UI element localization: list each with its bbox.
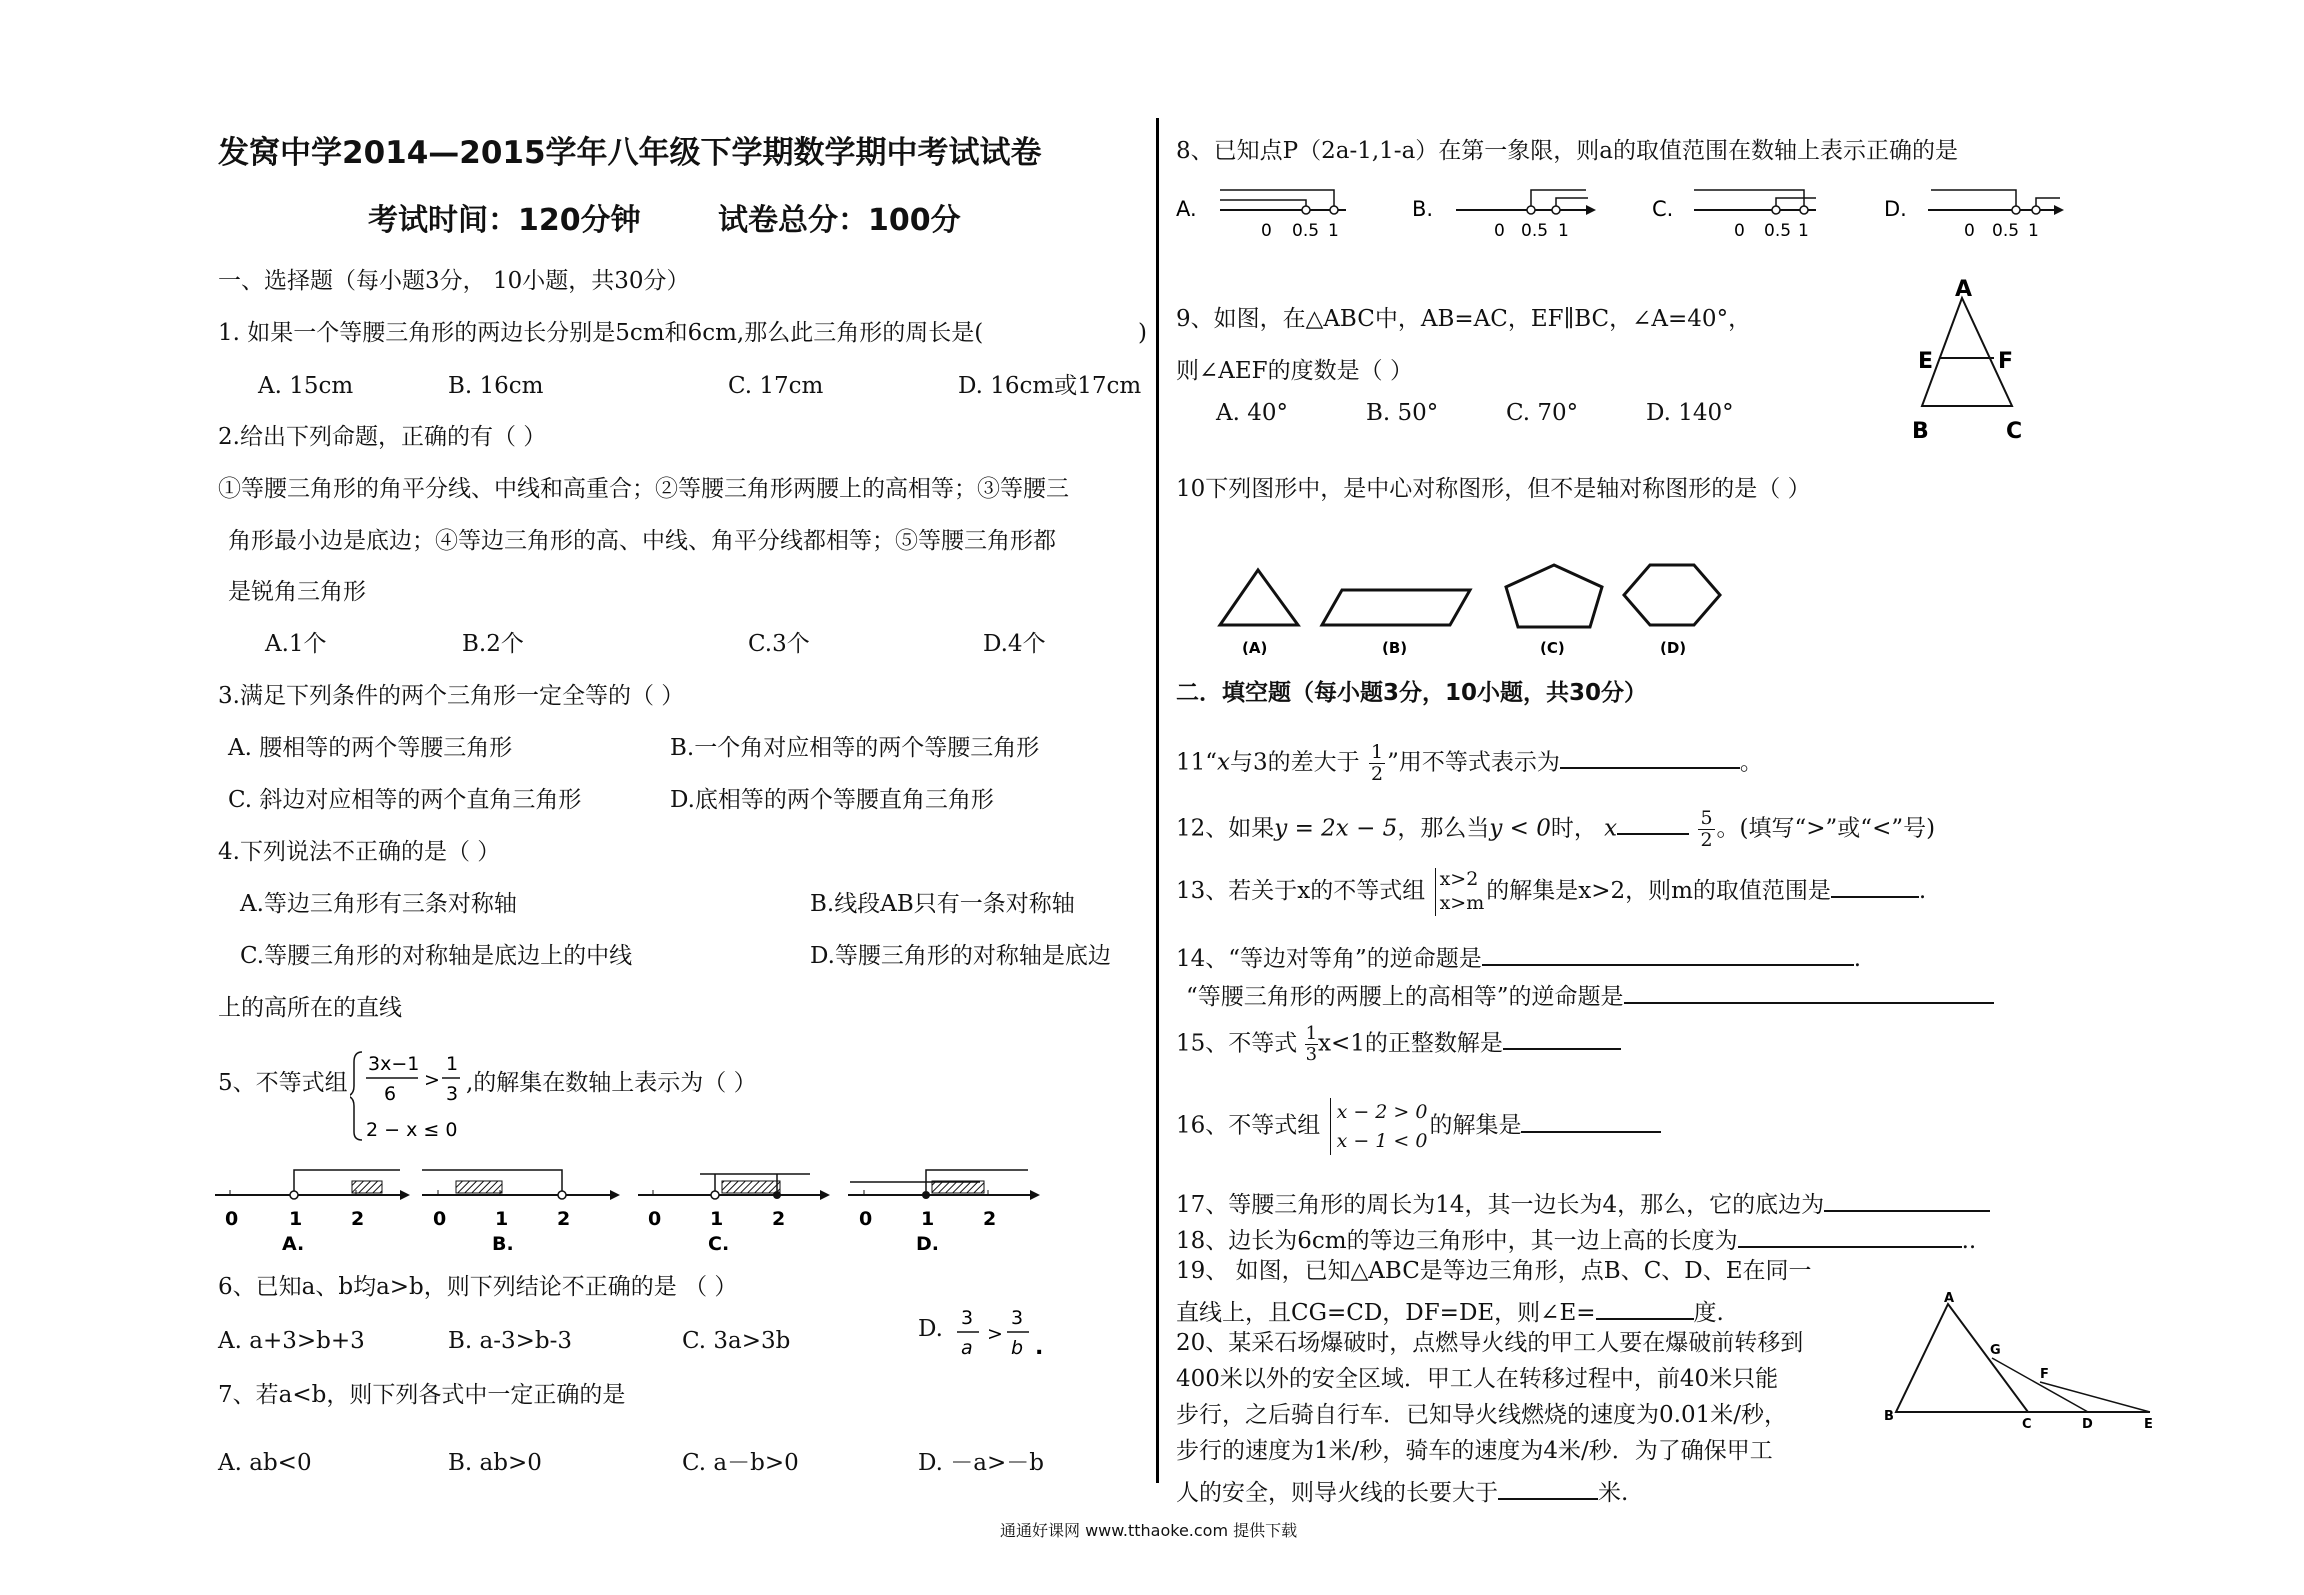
q9-option-c: C. 70° <box>1506 400 1579 426</box>
q5-ineq2: 2 − x ≤ 0 <box>366 1119 458 1141</box>
q5-d-tick-1: 1 <box>921 1208 935 1230</box>
q5-gt: > <box>424 1069 440 1091</box>
q5-line-d <box>848 1170 1040 1255</box>
svg-text:D: D <box>2082 1417 2093 1430</box>
q1-option-b: B. 16cm <box>448 373 544 399</box>
q2-option-c: C.3个 <box>748 631 810 657</box>
svg-text:a: a <box>961 1337 973 1359</box>
q2-line-1: ①等腰三角形的角平分线、中线和高重合；②等腰三角形两腰上的高相等；③等腰三 <box>218 476 1069 502</box>
svg-text:E: E <box>2144 1417 2153 1430</box>
svg-text:>: > <box>987 1323 1003 1345</box>
q19-line-2: 直线上，且CG=CD，DF=DE，则∠E= 度. <box>1176 1296 1724 1325</box>
q5-rhs-den: 3 <box>446 1083 459 1105</box>
q2-option-a: A.1个 <box>265 631 327 657</box>
svg-text:.: . <box>1035 1335 1044 1360</box>
q4-stem: 4.下列说法不正确的是（ ） <box>218 839 501 865</box>
q5-rhs-num: 1 <box>446 1053 459 1075</box>
svg-text:B.: B. <box>1412 197 1434 221</box>
q2-option-d: D.4个 <box>983 631 1046 657</box>
q8-stem: 8、已知点P（2a-1,1-a）在第一象限，则a的取值范围在数轴上表示正确的是 <box>1176 138 1958 164</box>
q10-shape-triangle <box>1220 570 1298 625</box>
q8-number-lines <box>1176 180 2076 250</box>
svg-text:0: 0 <box>1734 221 1745 241</box>
q10-shape-parallelogram <box>1322 590 1470 625</box>
q5-a-tick-1: 1 <box>289 1208 303 1230</box>
q6-option-a: A. a+3>b+3 <box>218 1328 365 1354</box>
svg-text:0: 0 <box>1494 221 1505 241</box>
q5-a-label: A. <box>282 1233 305 1255</box>
q8-line-a <box>1176 190 1346 241</box>
q16-text: 16、不等式组 x − 2 > 0 x − 1 < 0 的解集是 <box>1176 1098 1661 1155</box>
q1-option-d: D. 16cm或17cm <box>958 373 1142 399</box>
q4-option-a: A.等边三角形有三条对称轴 <box>240 891 517 917</box>
q3-option-a: A. 腰相等的两个等腰三角形 <box>228 735 513 761</box>
q2-line-2: 角形最小边是底边；④等边三角形的高、中线、角平分线都相等；⑤等腰三角形都 <box>228 528 1056 554</box>
svg-text:E: E <box>1918 349 1934 374</box>
q2-line-3: 是锐角三角形 <box>228 579 366 605</box>
svg-text:1: 1 <box>1558 221 1569 241</box>
q5-line-c <box>638 1174 830 1255</box>
q5-c-label: C. <box>708 1233 730 1255</box>
q3-option-d: D.底相等的两个等腰直角三角形 <box>670 787 994 813</box>
svg-text:0.5: 0.5 <box>1292 221 1320 241</box>
q5-line-b <box>422 1170 620 1255</box>
q2-option-b: B.2个 <box>462 631 524 657</box>
svg-text:(C): (C) <box>1540 639 1565 657</box>
q5-a-tick-0: 0 <box>225 1208 239 1230</box>
svg-text:0: 0 <box>1964 221 1975 241</box>
q9-line-1: 9、如图，在△ABC中，AB=AC，EF∥BC，∠A=40°， <box>1176 306 1752 332</box>
svg-text:3: 3 <box>961 1307 974 1329</box>
q15-text: 15、不等式 $\frac{1}{3}$ x<1的正整数解是 <box>1176 1024 1621 1065</box>
q7-stem: 7、若a<b，则下列各式中一定正确的是 <box>218 1382 626 1408</box>
svg-text:(D): (D) <box>1660 639 1687 657</box>
q19-line-1: 19、 如图，已知△ABC是等边三角形，点B、C、D、E在同一 <box>1176 1258 1812 1284</box>
q5-b-tick-0: 0 <box>433 1208 447 1230</box>
svg-text:A: A <box>1944 1291 1955 1306</box>
q5-d-tick-2: 2 <box>983 1208 997 1230</box>
q19-figure <box>1880 1290 2160 1430</box>
q20-line-3: 步行，之后骑自行车．已知导火线燃烧的速度为0.01米/秒， <box>1176 1402 1787 1428</box>
q5-d-label: D. <box>916 1233 939 1255</box>
q5-c-tick-0: 0 <box>648 1208 662 1230</box>
q6-stem: 6、已知a、b均a>b，则下列结论不正确的是 （ ） <box>218 1274 738 1300</box>
svg-text:B: B <box>1884 1409 1894 1424</box>
q6-option-c: C. 3a>3b <box>682 1328 791 1354</box>
q13-text: 13、若关于x的不等式组 x>2 x>m 的解集是x>2，则m的取值范围是 . <box>1176 868 1927 914</box>
section-1-heading: 一、选择题（每小题3分， 10小题，共30分） <box>218 268 690 294</box>
svg-text:D.: D. <box>1884 197 1907 221</box>
svg-text:A: A <box>1955 278 1973 302</box>
q5-prefix: 5、不等式组 <box>218 1070 348 1096</box>
q5-number-lines <box>210 1150 1060 1260</box>
exam-time: 考试时间：120分钟 <box>368 203 641 238</box>
q5-b-tick-1: 1 <box>495 1208 509 1230</box>
q5-ineq1-num: 3x−1 <box>368 1053 420 1075</box>
q4-continuation: 上的高所在的直线 <box>218 995 402 1021</box>
svg-text:(B): (B) <box>1382 639 1408 657</box>
q4-option-c: C.等腰三角形的对称轴是底边上的中线 <box>240 943 633 969</box>
q8-line-c <box>1652 190 1816 241</box>
svg-text:3: 3 <box>1011 1307 1024 1329</box>
q12-text: 12、如果y = 2x − 5，那么当y < 0时， x $\frac{5}{2}$ 。(填写“>”或“<”号) <box>1176 807 1936 851</box>
q4-option-d: D.等腰三角形的对称轴是底边 <box>810 943 1111 969</box>
footer-credit: 通通好课网 www.tthaoke.com 提供下载 <box>1000 1521 1298 1540</box>
svg-text:b: b <box>1011 1337 1024 1359</box>
svg-text:(A): (A) <box>1242 639 1268 657</box>
q5-b-label: B. <box>492 1233 514 1255</box>
svg-text:G: G <box>1990 1343 2001 1358</box>
q11-text: 11“x与3的差大于 $\frac{1}{2}$ ”用不等式表示为 。 <box>1176 741 1763 785</box>
q7-option-b: B. ab>0 <box>448 1450 542 1476</box>
q5-inequality-system <box>350 1048 500 1144</box>
q2-stem: 2.给出下列命题，正确的有（ ） <box>218 424 547 450</box>
q7-option-a: A. ab<0 <box>218 1450 312 1476</box>
q3-option-b: B.一个角对应相等的两个等腰三角形 <box>670 735 1040 761</box>
exam-score: 试卷总分：100分 <box>718 203 961 238</box>
q1-stem: 1. 如果一个等腰三角形的两边长分别是5cm和6cm,那么此三角形的周长是( <box>218 320 984 346</box>
q5-suffix: ,的解集在数轴上表示为（ ） <box>466 1070 757 1096</box>
section-2-heading: 二．填空题（每小题3分，10小题，共30分） <box>1176 680 1648 706</box>
q17-text: 17、等腰三角形的周长为14，其一边长为4，那么，它的底边为 <box>1176 1188 1990 1217</box>
page-title: 发窝中学2014—2015学年八年级下学期数学期中考试试卷 <box>218 135 1042 171</box>
q3-option-c: C. 斜边对应相等的两个直角三角形 <box>228 787 582 813</box>
svg-text:C: C <box>2006 419 2023 444</box>
q5-c-tick-2: 2 <box>772 1208 786 1230</box>
q10-shape-hexagon <box>1624 565 1720 625</box>
svg-text:F: F <box>2040 1367 2049 1382</box>
column-divider <box>1156 118 1159 1483</box>
svg-text:B: B <box>1912 419 1929 444</box>
q8-line-d <box>1884 190 2064 241</box>
svg-text:0: 0 <box>1261 221 1272 241</box>
q1-option-c: C. 17cm <box>728 373 824 399</box>
q5-line-a <box>215 1170 410 1255</box>
q18-text: 18、边长为6cm的等边三角形中，其一边上高的长度为 .. <box>1176 1224 1976 1253</box>
q1-option-a: A. 15cm <box>258 373 354 399</box>
q20-line-4: 步行的速度为1米/秒，骑车的速度为4米/秒．为了确保甲工 <box>1176 1438 1773 1464</box>
q10-stem: 10下列图形中，是中心对称图形，但不是轴对称图形的是（ ） <box>1176 476 1811 502</box>
svg-text:1: 1 <box>1798 221 1809 241</box>
svg-text:C: C <box>2022 1417 2032 1430</box>
q14-line-2: “等腰三角形的两腰上的高相等”的逆命题是 <box>1186 980 1994 1009</box>
q9-option-d: D. 140° <box>1646 400 1734 426</box>
svg-text:A.: A. <box>1176 197 1197 221</box>
svg-text:0.5: 0.5 <box>1521 221 1549 241</box>
svg-text:0.5: 0.5 <box>1992 221 2020 241</box>
q6-option-d-expr <box>955 1302 1055 1372</box>
q9-option-a: A. 40° <box>1216 400 1288 426</box>
q9-line-2: 则∠AEF的度数是（ ） <box>1176 358 1413 384</box>
q1-close: ) <box>1138 320 1147 346</box>
q4-option-b: B.线段AB只有一条对称轴 <box>810 891 1075 917</box>
q20-line-2: 400米以外的安全区域．甲工人在转移过程中，前40米只能 <box>1176 1366 1779 1392</box>
q7-option-d: D. －a>－b <box>918 1450 1044 1476</box>
q14-line-1: 14、“等边对等角”的逆命题是 . <box>1176 942 1861 971</box>
svg-text:0.5: 0.5 <box>1764 221 1792 241</box>
svg-text:C.: C. <box>1652 197 1674 221</box>
q6-option-d: D. <box>918 1316 943 1342</box>
q7-option-c: C. a－b>0 <box>682 1450 799 1476</box>
q5-ineq1-den: 6 <box>384 1083 397 1105</box>
svg-text:F: F <box>1998 349 2014 374</box>
q20-line-5: 人的安全，则导火线的长要大于 米. <box>1176 1476 1628 1505</box>
q3-stem: 3.满足下列条件的两个三角形一定全等的（ ） <box>218 683 685 709</box>
q5-b-tick-2: 2 <box>557 1208 571 1230</box>
q6-option-b: B. a-3>b-3 <box>448 1328 573 1354</box>
q5-a-tick-2: 2 <box>351 1208 365 1230</box>
q5-c-tick-1: 1 <box>710 1208 724 1230</box>
q8-line-b <box>1412 190 1596 241</box>
svg-text:1: 1 <box>2028 221 2039 241</box>
q9-triangle-figure <box>1900 278 2050 448</box>
q5-d-tick-0: 0 <box>859 1208 873 1230</box>
q10-shape-pentagon <box>1506 565 1602 627</box>
q10-shapes <box>1210 555 1730 665</box>
q9-option-b: B. 50° <box>1366 400 1439 426</box>
q20-line-1: 20、某采石场爆破时，点燃导火线的甲工人要在爆破前转移到 <box>1176 1330 1804 1356</box>
svg-text:1: 1 <box>1328 221 1339 241</box>
